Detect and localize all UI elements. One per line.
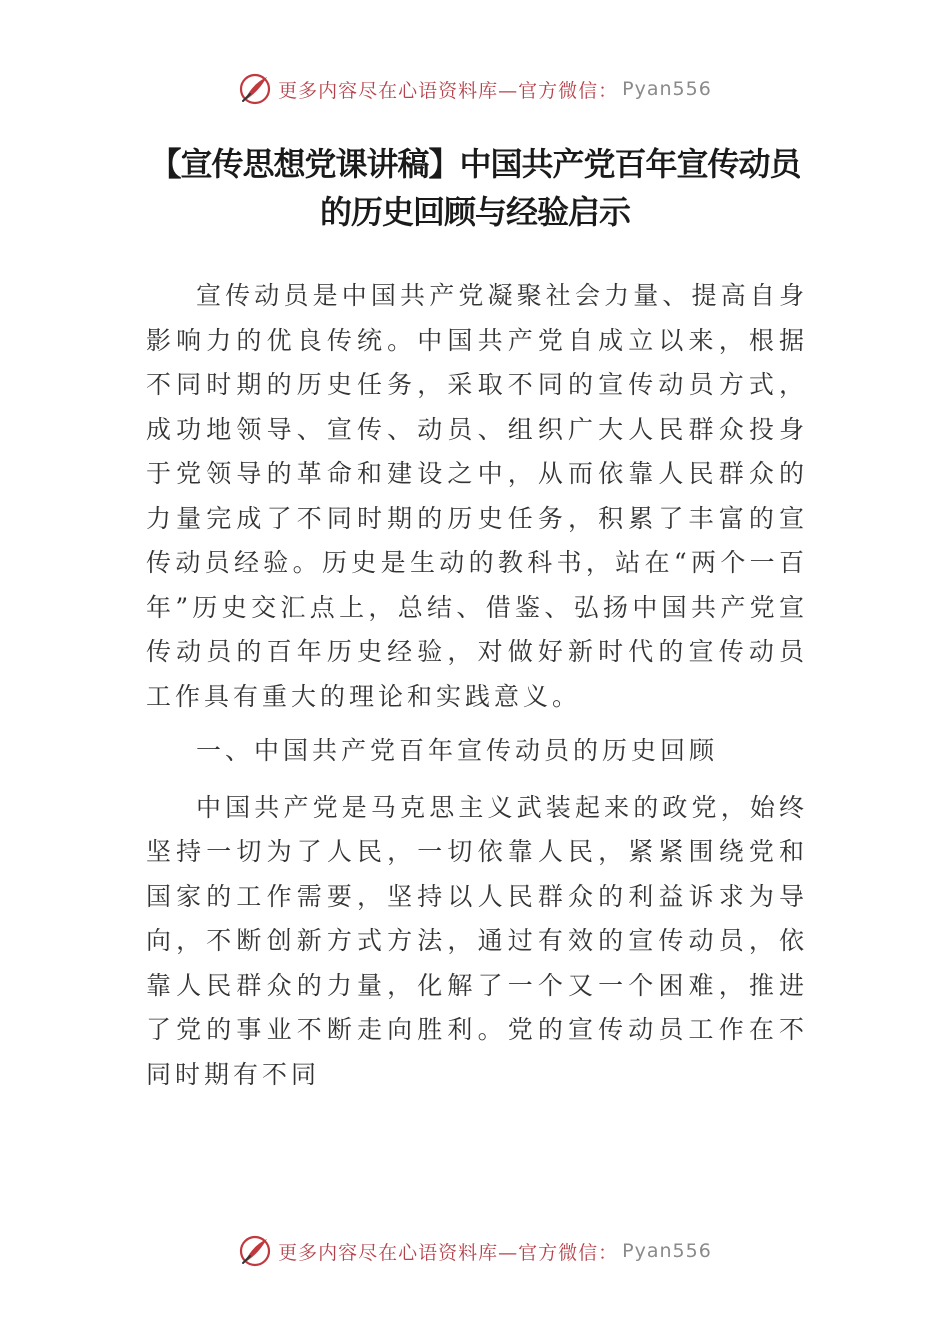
feather-pen-logo-icon: [238, 72, 272, 106]
watermark-wechat-id: Pyan556: [622, 1240, 712, 1262]
feather-pen-logo-icon: [238, 1234, 272, 1268]
section-paragraph: 中国共产党是马克思主义武装起来的政党，始终坚持一切为了人民，一切依靠人民，紧紧围绕党和国家的工作需要，坚持以人民群众的利益诉求为导向，不断创新方式方法，通过有效的宣传动员，依靠人民群众的力量，化解了一个又一个困难，推进了党的事业不断走向胜利。党的宣传动员工作在不同时期有不同: [146, 792, 808, 1089]
section-heading: 一、中国共产党百年宣传动员的历史回顾: [196, 736, 719, 765]
header-watermark: [0, 72, 950, 106]
watermark-wechat-id: Pyan556: [622, 78, 712, 100]
document-body: [146, 274, 808, 1097]
document-title: 【宣传思想党课讲稿】中国共产党百年宣传动员的历史回顾与经验启示: [149, 145, 801, 231]
watermark-text: 更多内容尽在心语资料库—官方微信：: [278, 79, 619, 102]
intro-paragraph: 宣传动员是中国共产党凝聚社会力量、提高自身影响力的优良传统。中国共产党自成立以来，根据不同时期的历史任务，采取不同的宣传动员方式，成功地领导、宣传、动员、组织广大人民群众投身于党领导的革命和建设之中，从而依靠人民群众的力量完成了不同时期的历史任务，积累了丰富的宣传动员经验。历史是生动的教科书，站在“两个一百年”历史交汇点上，总结、借鉴、弘扬中国共产党宣传动员的百年历史经验，对做好新时代的宣传动员工作具有重大的理论和实践意义。: [146, 281, 808, 711]
footer-watermark: [0, 1234, 950, 1268]
watermark-text: 更多内容尽在心语资料库—官方微信：: [278, 1241, 619, 1264]
